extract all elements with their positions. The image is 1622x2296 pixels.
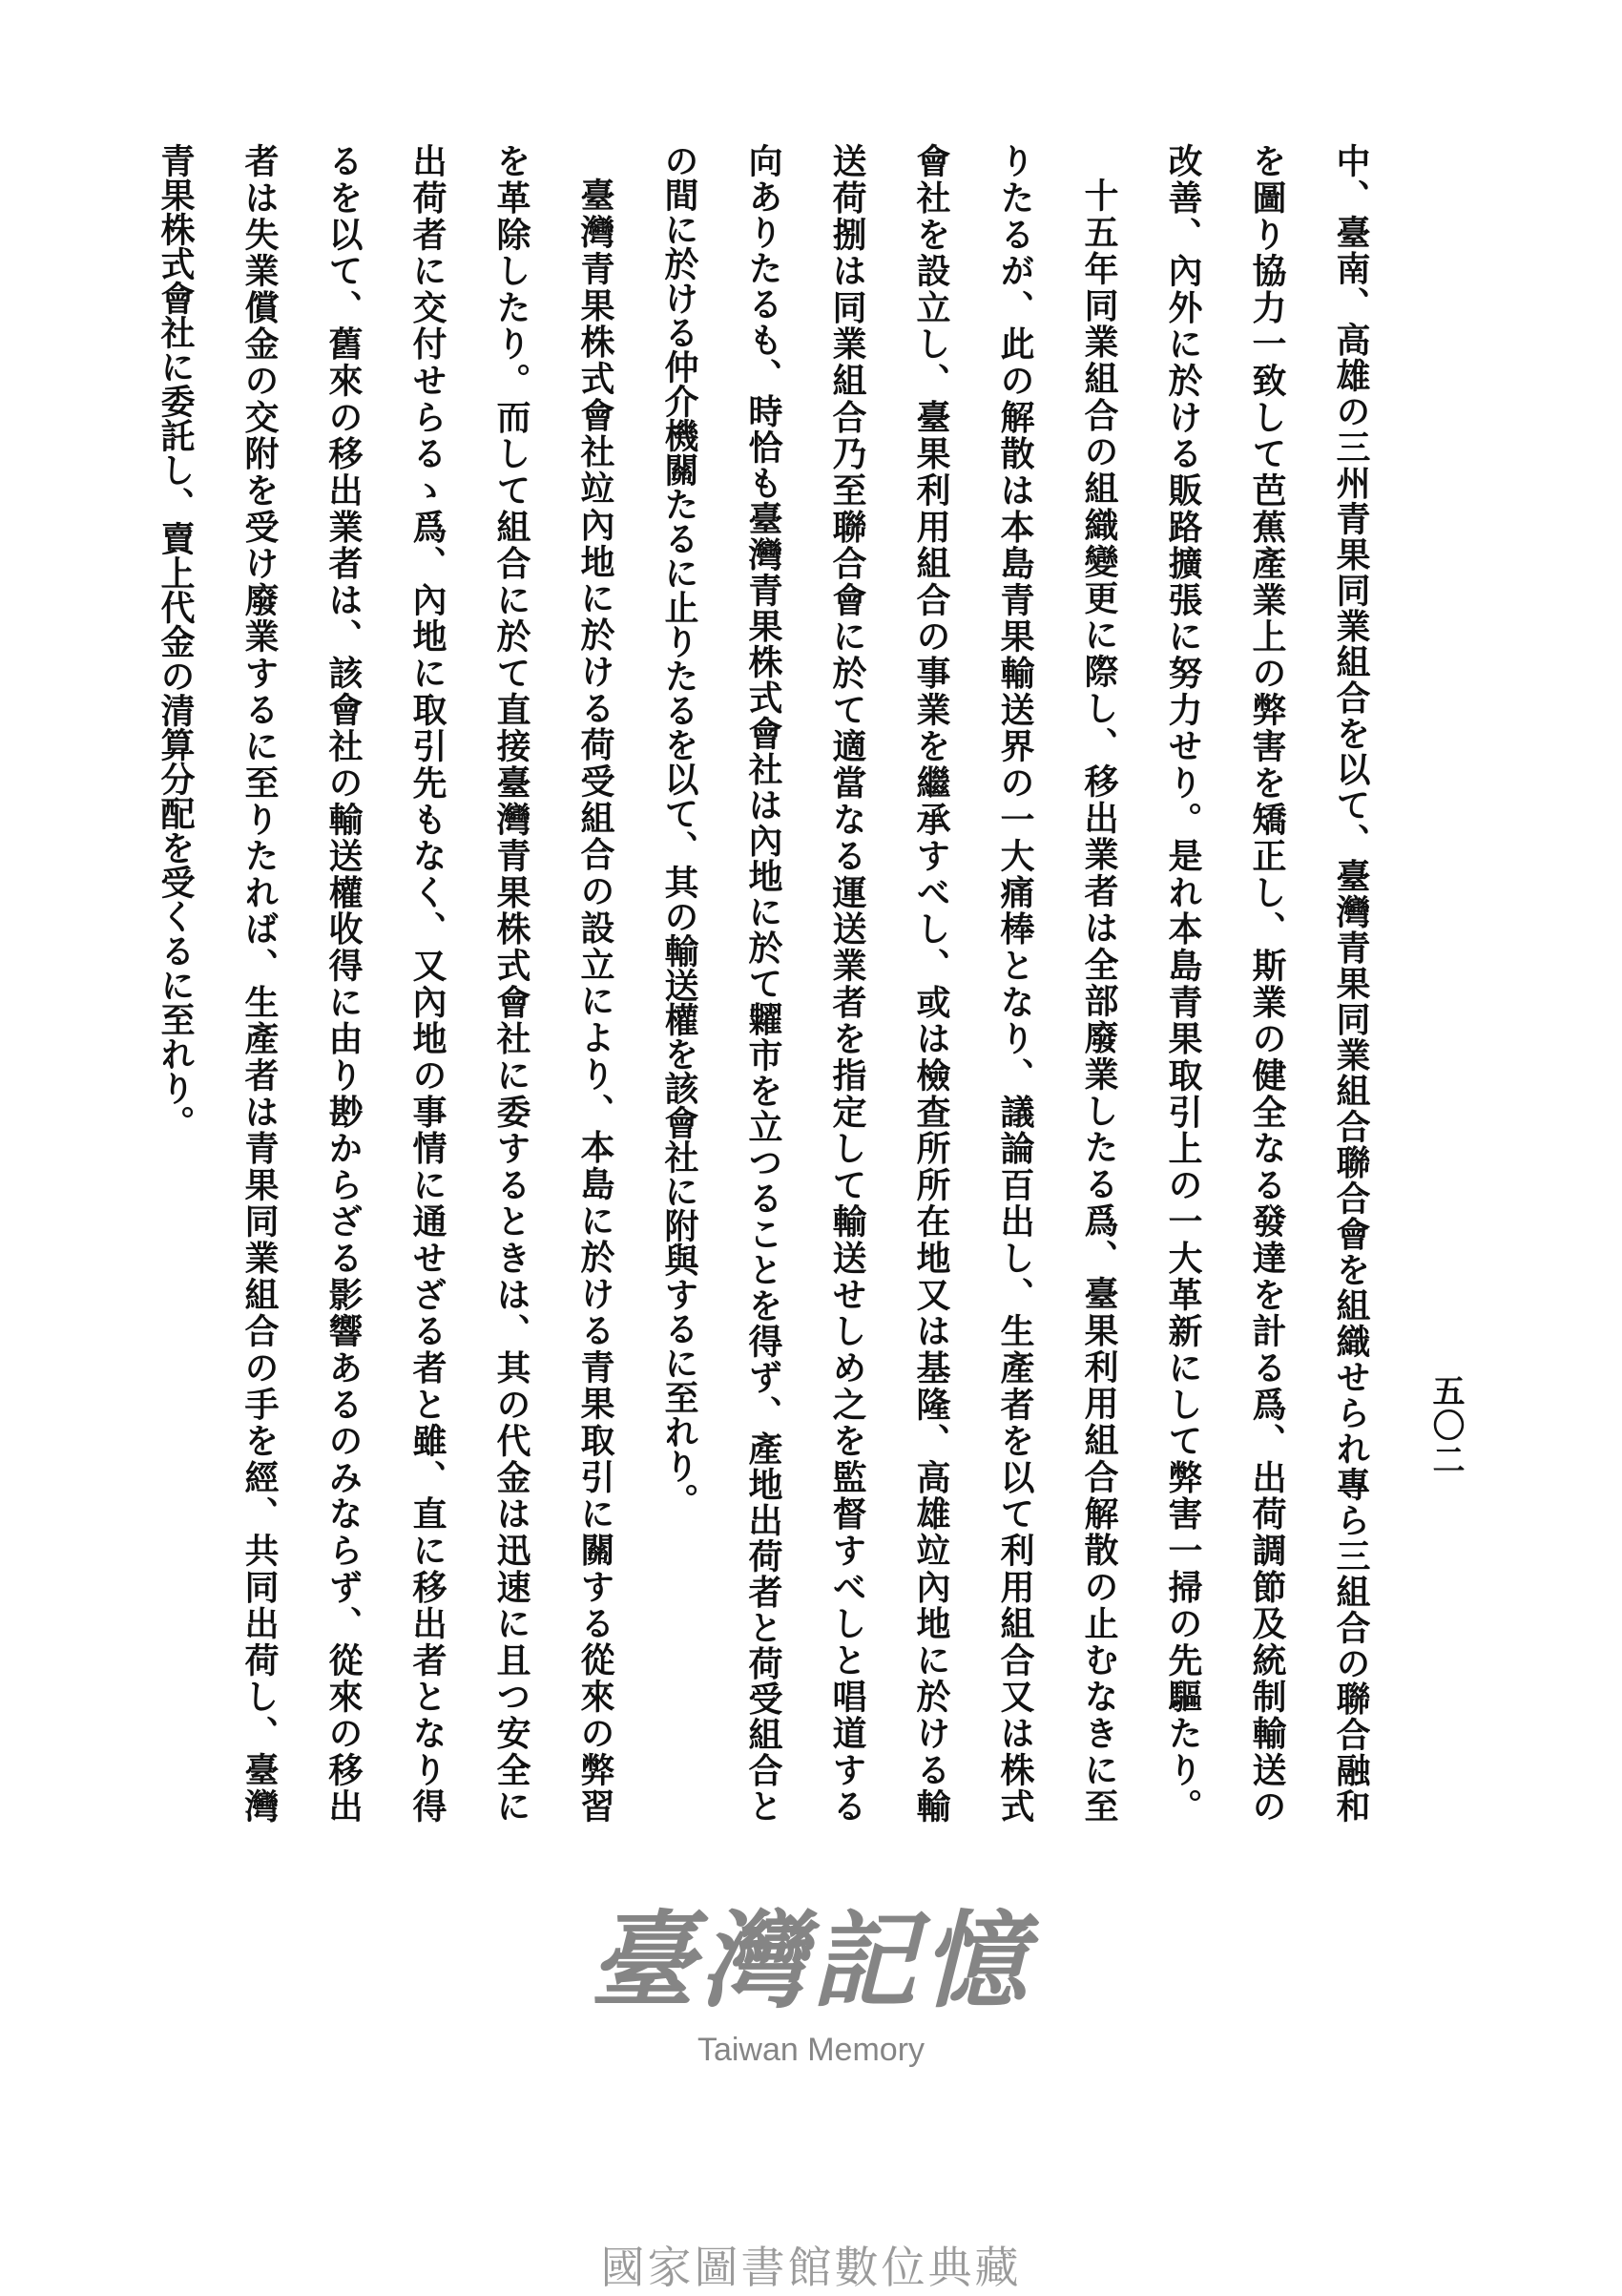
- text-column: 會社を設立し、臺果利用組合の事業を繼承すべし、或は檢查所所在地又は基隆、高雄竝內地に於ける輸: [911, 143, 951, 1823]
- page-number: 五〇二: [1426, 1374, 1465, 1477]
- text-column: 中、臺南、高雄の三州青果同業組合を以て、臺灣青果同業組合聯合會を組織せられ專ら三組合の聯合融和: [1331, 143, 1371, 1823]
- text-column: 十五年同業組合の組織變更に際し、移出業者は全部廢業したる爲、臺果利用組合解散の止むなきに至: [1079, 177, 1119, 1823]
- text-column: 出荷者に交付せらるゝ爲、內地に取引先もなく、又內地の事情に通せざる者と雖、直に移出者となり得: [407, 143, 447, 1823]
- text-column: 臺灣青果株式會社竝內地に於ける荷受組合の設立により、本島に於ける青果取引に關する從來の弊習: [575, 177, 615, 1823]
- text-column: 向ありたるも、時恰も臺灣青果株式會社は內地に於て糶市を立つることを得ず、產地出荷者と荷受組合と: [743, 143, 783, 1823]
- text-column: を革除したり。而して組合に於て直接臺灣青果株式會社に委するときは、其の代金は迅速に且つ安全に: [491, 143, 531, 1823]
- footer-credit: 國家圖書館數位典藏: [600, 2242, 1022, 2293]
- text-column: 青果株式會社に委託し、賣上代金の清算分配を受くるに至れり。: [156, 143, 196, 1139]
- text-column: 送荷捌は同業組合乃至聯合會に於て適當なる運送業者を指定して輸送せしめ之を監督すべしと唱道する: [827, 143, 867, 1823]
- text-column: の間に於ける仲介機關たるに止りたるを以て、其の輸送權を該會社に附與するに至れり。: [659, 143, 699, 1517]
- text-column: 改善、內外に於ける販路擴張に努力せり。是れ本島青果取引上の一大革新にして弊害一掃の先驅たり。: [1163, 143, 1203, 1823]
- text-column: りたるが、此の解散は本島青果輸送界の一大痛棒となり、議論百出し、生產者を以て利用組合又は株式: [995, 143, 1035, 1823]
- text-column: を圖り協力一致して芭蕉產業上の弊害を矯正し、斯業の健全なる發達を計る爲、出荷調節及統制輸送の: [1247, 143, 1287, 1823]
- watermark-english: Taiwan Memory: [697, 2032, 925, 2068]
- vertical-body-text: [134, 143, 1393, 1823]
- text-column: 者は失業償金の交附を受け廢業するに至りたれば、生產者は青果同業組合の手を經、共同出荷し、臺灣: [239, 143, 280, 1823]
- taiwan-memory-watermark: [0, 1899, 1622, 2071]
- text-column: るを以て、舊來の移出業者は、該會社の輸送權收得に由り尠からざる影響あるのみならず、從來の移出: [323, 143, 364, 1823]
- watermark-chinese: 臺灣記憶: [590, 1899, 1032, 2022]
